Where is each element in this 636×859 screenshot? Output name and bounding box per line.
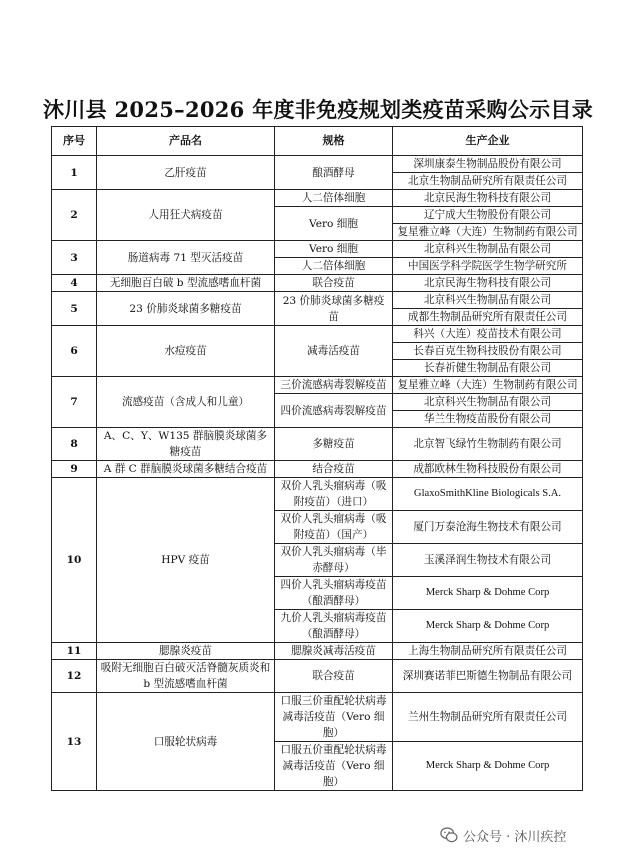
row-no: 3 xyxy=(52,241,97,275)
row-spec: 九价人乳头瘤病毒疫苗（酿酒酵母） xyxy=(275,610,393,643)
row-product: 人用狂犬病疫苗 xyxy=(97,190,275,241)
table-row xyxy=(52,326,583,343)
row-maker: 深圳康泰生物制品股份有限公司 xyxy=(393,156,583,173)
row-maker: Merck Sharp & Dohme Corp xyxy=(393,742,583,791)
row-no: 12 xyxy=(52,660,97,693)
row-spec: 双价人乳头瘤病毒（吸附疫苗）（进口） xyxy=(275,478,393,511)
row-maker: Merck Sharp & Dohme Corp xyxy=(393,577,583,610)
row-spec: 多糖疫苗 xyxy=(275,428,393,461)
row-no: 10 xyxy=(52,478,97,643)
row-product: A、C、Y、W135 群脑膜炎球菌多糖疫苗 xyxy=(97,428,275,461)
table-row xyxy=(52,292,583,309)
row-spec: Vero 细胞 xyxy=(275,241,393,258)
row-maker: 长春百克生物科技股份有限公司 xyxy=(393,343,583,360)
header-spec: 规格 xyxy=(275,127,393,156)
row-no: 11 xyxy=(52,643,97,660)
table-row xyxy=(52,190,583,207)
table-header-row xyxy=(52,127,583,156)
table-row xyxy=(52,377,583,394)
table-row xyxy=(52,693,583,742)
row-no: 1 xyxy=(52,156,97,190)
row-product: 水痘疫苗 xyxy=(97,326,275,377)
table-row xyxy=(52,461,583,478)
row-spec: 腮腺炎减毒活疫苗 xyxy=(275,643,393,660)
page-title: 沐川县 2025–2026 年度非免疫规划类疫苗采购公示目录 xyxy=(42,97,593,122)
row-maker: 玉溪泽润生物技术有限公司 xyxy=(393,544,583,577)
row-maker: 上海生物制品研究所有限责任公司 xyxy=(393,643,583,660)
row-maker: 北京生物制品研究所有限责任公司 xyxy=(393,173,583,190)
row-product: 23 价肺炎球菌多糖疫苗 xyxy=(97,292,275,326)
row-no: 5 xyxy=(52,292,97,326)
row-maker: 复星雅立峰（大连）生物制药有限公司 xyxy=(393,224,583,241)
row-maker: 深圳赛诺菲巴斯德生物制品有限公司 xyxy=(393,660,583,693)
row-product: 乙肝疫苗 xyxy=(97,156,275,190)
table-row xyxy=(52,478,583,511)
header-no: 序号 xyxy=(52,127,97,156)
row-spec: 双价人乳头瘤病毒（吸附疫苗）（国产） xyxy=(275,511,393,544)
row-spec: 口服五价重配轮状病毒减毒活疫苗（Vero 细胞） xyxy=(275,742,393,791)
row-maker: 科兴（大连）疫苗技术有限公司 xyxy=(393,326,583,343)
row-spec: 人二倍体细胞 xyxy=(275,190,393,207)
row-maker: 中国医学科学院医学生物学研究所 xyxy=(393,258,583,275)
watermark xyxy=(440,822,630,848)
row-spec: 双价人乳头瘤病毒（毕赤酵母） xyxy=(275,544,393,577)
row-spec: 四价人乳头瘤病毒疫苗（酿酒酵母） xyxy=(275,577,393,610)
vaccine-table xyxy=(51,126,583,791)
row-product: A 群 C 群脑膜炎球菌多糖结合疫苗 xyxy=(97,461,275,478)
row-no: 7 xyxy=(52,377,97,428)
row-product: HPV 疫苗 xyxy=(97,478,275,643)
table-row xyxy=(52,156,583,173)
table-row xyxy=(52,428,583,461)
row-maker: 北京科兴生物制品有限公司 xyxy=(393,394,583,411)
row-maker: 复星雅立峰（大连）生物制药有限公司 xyxy=(393,377,583,394)
header-maker: 生产企业 xyxy=(393,127,583,156)
row-spec: 酿酒酵母 xyxy=(275,156,393,190)
row-spec: 减毒活疫苗 xyxy=(275,326,393,377)
row-maker: 华兰生物疫苗股份有限公司 xyxy=(393,411,583,428)
row-maker: GlaxoSmithKline Biologicals S.A. xyxy=(393,478,583,511)
row-no: 6 xyxy=(52,326,97,377)
row-product: 流感疫苗（含成人和儿童） xyxy=(97,377,275,428)
row-product: 肠道病毒 71 型灭活疫苗 xyxy=(97,241,275,275)
row-spec: 口服三价重配轮状病毒减毒活疫苗（Vero 细胞） xyxy=(275,693,393,742)
row-maker: 长春祈健生物制品有限公司 xyxy=(393,360,583,377)
row-no: 8 xyxy=(52,428,97,461)
header-product: 产品名 xyxy=(97,127,275,156)
row-spec: 23 价肺炎球菌多糖疫苗 xyxy=(275,292,393,326)
table-row xyxy=(52,643,583,660)
row-product: 吸附无细胞百白破灭活脊髓灰质炎和 b 型流感嗜血杆菌 xyxy=(97,660,275,693)
row-spec: Vero 细胞 xyxy=(275,207,393,241)
row-spec: 四价流感病毒裂解疫苗 xyxy=(275,394,393,428)
row-maker: 辽宁成大生物股份有限公司 xyxy=(393,207,583,224)
row-maker: 北京民海生物科技有限公司 xyxy=(393,275,583,292)
row-product: 口服轮状病毒 xyxy=(97,693,275,791)
row-spec: 联合疫苗 xyxy=(275,660,393,693)
row-spec: 联合疫苗 xyxy=(275,275,393,292)
row-no: 9 xyxy=(52,461,97,478)
row-spec: 三价流感病毒裂解疫苗 xyxy=(275,377,393,394)
table-row xyxy=(52,275,583,292)
row-maker: 成都生物制品研究所有限责任公司 xyxy=(393,309,583,326)
row-maker: 成都欧林生物科技股份有限公司 xyxy=(393,461,583,478)
row-no: 4 xyxy=(52,275,97,292)
row-maker: 北京民海生物科技有限公司 xyxy=(393,190,583,207)
row-no: 13 xyxy=(52,693,97,791)
watermark-text: 公众号 · 沐川疾控 xyxy=(463,829,567,845)
wechat-icon xyxy=(440,826,458,844)
row-product: 无细胞百白破 b 型流感嗜血杆菌 xyxy=(97,275,275,292)
row-spec: 人二倍体细胞 xyxy=(275,258,393,275)
row-no: 2 xyxy=(52,190,97,241)
row-maker: 厦门万泰沧海生物技术有限公司 xyxy=(393,511,583,544)
row-maker: Merck Sharp & Dohme Corp xyxy=(393,610,583,643)
row-spec: 结合疫苗 xyxy=(275,461,393,478)
row-product: 腮腺炎疫苗 xyxy=(97,643,275,660)
table-row xyxy=(52,241,583,258)
row-maker: 北京科兴生物制品有限公司 xyxy=(393,292,583,309)
table-row xyxy=(52,660,583,693)
row-maker: 兰州生物制品研究所有限责任公司 xyxy=(393,693,583,742)
row-maker: 北京科兴生物制品有限公司 xyxy=(393,241,583,258)
row-maker: 北京智飞绿竹生物制药有限公司 xyxy=(393,428,583,461)
